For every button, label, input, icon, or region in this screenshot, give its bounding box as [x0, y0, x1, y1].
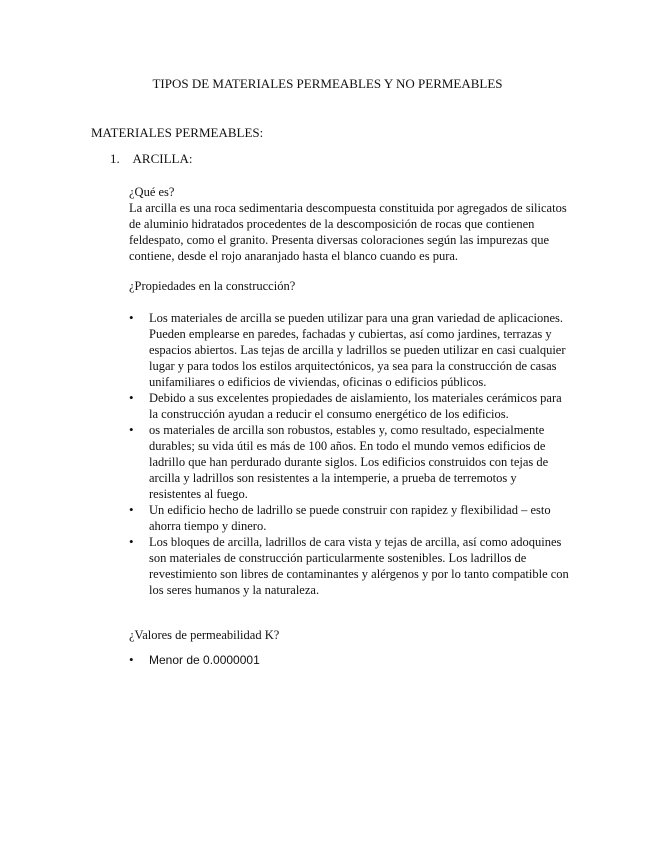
what-is-question: ¿Qué es? [129, 185, 175, 199]
properties-list [129, 310, 569, 598]
numbered-item-heading [110, 151, 193, 167]
page-title: TIPOS DE MATERIALES PERMEABLES Y NO PERMEABLES [152, 76, 503, 91]
item-number: 1. [110, 151, 120, 166]
list-item: • Debido a sus excelentes propiedades de aislamiento, los materiales cerámicos para la construcción ayudan a reducir el consumo energético de los edificios. [129, 390, 569, 422]
what-is-block [129, 184, 579, 264]
list-item: • Un edificio hecho de ladrillo se puede construir con rapidez y flexibilidad – esto ahorra tiempo y dinero. [129, 502, 569, 534]
list-item: • os materiales de arcilla son robustos, estables y, como resultado, especialmente durables; su vida útil es más de 100 años. En todo el mundo vemos edificios de ladrillo que han perdurado durante siglos. Los edificios construidos con tejas de arcilla y ladrillos son resistentes a la intemperie, a prueba de terremotos y resistentes al fuego. [129, 422, 569, 502]
list-item: • Menor de 0.0000001 [129, 652, 260, 668]
item-label: ARCILLA: [132, 151, 193, 166]
list-item: • Los materiales de arcilla se pueden utilizar para una gran variedad de aplicaciones. Pueden emplearse en paredes, fachadas y cubiertas, así como jardines, terrazas y espacios abiertos. Las tejas de arcilla y ladrillos se pueden utilizar en casi cualquier lugar y para todos los estilos arquitectónicos, ya sea para la construcción de casas unifamiliares o edificios de viviendas, oficinas o edificios públicos. [129, 310, 569, 390]
properties-question: ¿Propiedades en la construcción? [129, 279, 296, 293]
what-is-answer: La arcilla es una roca sedimentaria descompuesta constituida por agregados de silicatos de aluminio hidratados procedentes de la descomposición de rocas que contienen feldespato, como el granito. Presenta diversas coloraciones según las impurezas que contiene, desde el rojo anaranjado hasta el blanco cuando es pura. [129, 201, 567, 263]
section-heading: MATERIALES PERMEABLES: [91, 125, 264, 140]
permeability-question: ¿Valores de permeabilidad K? [129, 628, 280, 642]
permeability-list [129, 652, 260, 668]
list-item: • Los bloques de arcilla, ladrillos de cara vista y tejas de arcilla, así como adoquines son materiales de construcción particularmente sostenibles. Los ladrillos de revestimiento son libres de contaminantes y alérgenos y por lo tanto compatible con los seres humanos y la naturaleza. [129, 534, 569, 598]
